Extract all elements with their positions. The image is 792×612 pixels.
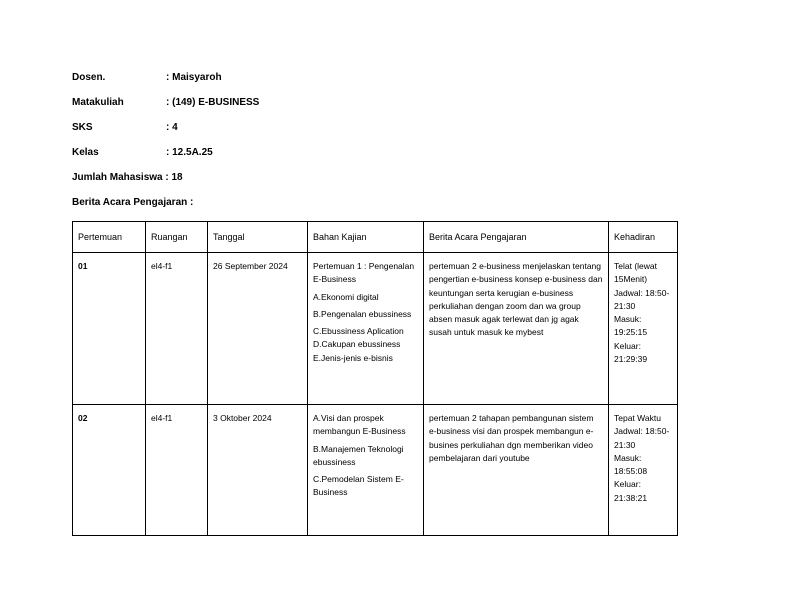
cell-kehadiran (609, 253, 678, 405)
table-row (73, 405, 678, 536)
bahan-item: B.Pengenalan ebussiness (313, 308, 412, 319)
sks-label: SKS (72, 122, 93, 133)
info-row-kelas (72, 147, 213, 172)
cell-pertemuan: 02 (73, 405, 146, 536)
bahan-item: B.Manajemen Teknologi ebussiness (313, 443, 404, 467)
info-row-dosen (72, 72, 222, 97)
info-row-jumlah (72, 172, 183, 197)
kehadiran-text: Telat (lewat 15Menit) Jadwal: 18:50-21:30 Masuk: 19:25:15 Keluar: 21:29:39 (614, 261, 670, 365)
header-bahan-kajian: Bahan Kajian (308, 222, 424, 253)
cell-tanggal: 26 September 2024 (208, 253, 308, 405)
cell-berita-acara: pertemuan 2 tahapan pembangunan sistem e-business visi dan prospek membangun e-busines perkuliahan dgn memberikan video pembelajaran dari youtube (424, 405, 609, 536)
bahan-item: C.Ebussiness Aplication (313, 326, 404, 337)
info-row-matakuliah (72, 97, 260, 122)
cell-pertemuan: 01 (73, 253, 146, 405)
bahan-item: A.Ekonomi digital (313, 291, 379, 302)
bahan-item: D.Cakupan ebussiness (313, 339, 401, 350)
bahan-item: A.Visi dan prospek membangun E-Business (313, 413, 406, 437)
bahan-item: Pertemuan 1 : Pengenalan E-Business (313, 261, 415, 285)
cell-berita-acara: pertemuan 2 e-business menjelaskan tentang pengertian e-business konsep e-business dan keuntungan serta kerugian e-business perkuliahan dengan zoom dan wa group absen masuk agak terlewat dan jg agak susah untuk masuk ke mybest (424, 253, 609, 405)
bahan-item: C.Pemodelan Sistem E-Business (313, 474, 404, 498)
header-pertemuan: Pertemuan (73, 222, 146, 253)
dosen-value: : Maisyaroh (166, 72, 222, 83)
kelas-value: : 12.5A.25 (166, 147, 213, 158)
table-row (73, 253, 678, 405)
matakuliah-value: : (149) E-BUSINESS (166, 97, 260, 108)
attendance-table (72, 221, 678, 536)
cell-bahan-kajian (308, 253, 424, 405)
header-ruangan: Ruangan (146, 222, 208, 253)
dosen-label: Dosen. (72, 72, 106, 83)
info-row-sks (72, 122, 183, 147)
header-berita-acara: Berita Acara Pengajaran (424, 222, 609, 253)
cell-tanggal: 3 Oktober 2024 (208, 405, 308, 536)
header-kehadiran: Kehadiran (609, 222, 678, 253)
kehadiran-text: Tepat Waktu Jadwal: 18:50-21:30 Masuk: 18:55:08 Keluar: 21:38:21 (614, 413, 670, 503)
section-heading: Berita Acara Pengajaran : (72, 197, 194, 208)
kelas-label: Kelas (72, 147, 99, 158)
table-header-row (73, 222, 678, 253)
cell-bahan-kajian (308, 405, 424, 536)
sks-value: : 4 (166, 122, 178, 133)
cell-ruangan: el4-f1 (146, 405, 208, 536)
matakuliah-label: Matakuliah (72, 97, 124, 108)
cell-ruangan: el4-f1 (146, 253, 208, 405)
header-tanggal: Tanggal (208, 222, 308, 253)
cell-kehadiran (609, 405, 678, 536)
course-info (72, 72, 260, 197)
jumlah-mahasiswa: Jumlah Mahasiswa : 18 (72, 172, 183, 183)
bahan-item: E.Jenis-jenis e-bisnis (313, 352, 393, 363)
